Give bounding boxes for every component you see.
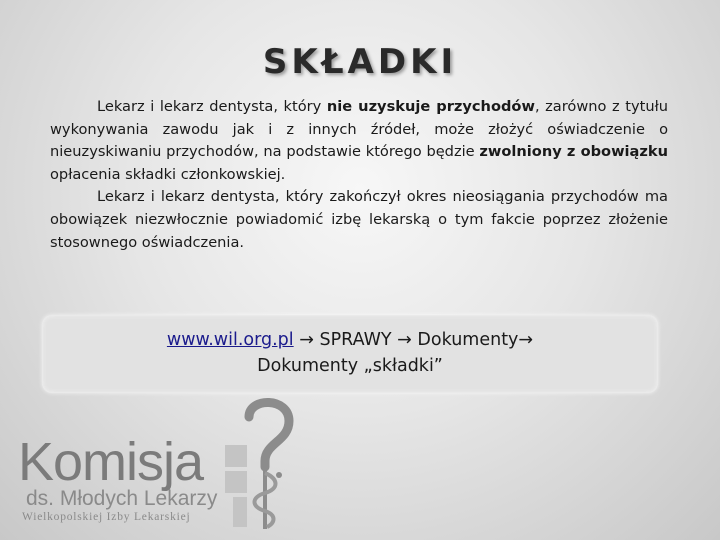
paragraph-1-text-a: Lekarz i lekarz dentysta, który [97,98,327,115]
link-box [42,315,658,393]
caduceus-question-icon [219,395,299,535]
step-sprawy: SPRAWY [319,330,392,350]
slide-title: SKŁADKI [262,42,458,82]
link-line-1 [42,327,658,353]
website-link[interactable]: www.wil.org.pl [166,330,294,350]
logo-subtitle-small: Wielkopolskiej Izby Lekarskiej [22,511,191,523]
komisja-logo [14,395,344,535]
logo-word: Komisja [18,432,204,492]
body-text [50,96,668,254]
paragraph-1 [50,96,668,186]
arrow-icon: → [518,330,534,350]
paragraph-1-text-c: opłacenia składki członkowskiej. [50,165,286,183]
step-dokumenty: Dokumenty [417,330,519,350]
paragraph-1-bold-b: zwolniony z obowiązku [479,143,668,161]
logo-subtitle: ds. Młodych Lekarzy [26,487,218,510]
paragraph-1-text-b: , zarówno z tytułu wykonywania zawodu jak i z innych źródeł, może złożyć oświadczenie o nieuzyskiwaniu przychodów, na podstawie którego będzie [50,98,668,161]
arrow-icon: → [299,330,314,350]
arrow-icon: → [397,330,412,350]
link-line-2: Dokumenty „składki” [257,356,443,376]
paragraph-2: Lekarz i lekarz dentysta, który zakończył okres nieosiągania przychodów ma obowiązek niezwłocznie powiadomić izbę lekarską o tym fakcie poprzez złożenie stosownego oświadczenia. [50,188,668,251]
paragraph-1-bold-a: nie uzyskuje przychodów [326,98,535,115]
